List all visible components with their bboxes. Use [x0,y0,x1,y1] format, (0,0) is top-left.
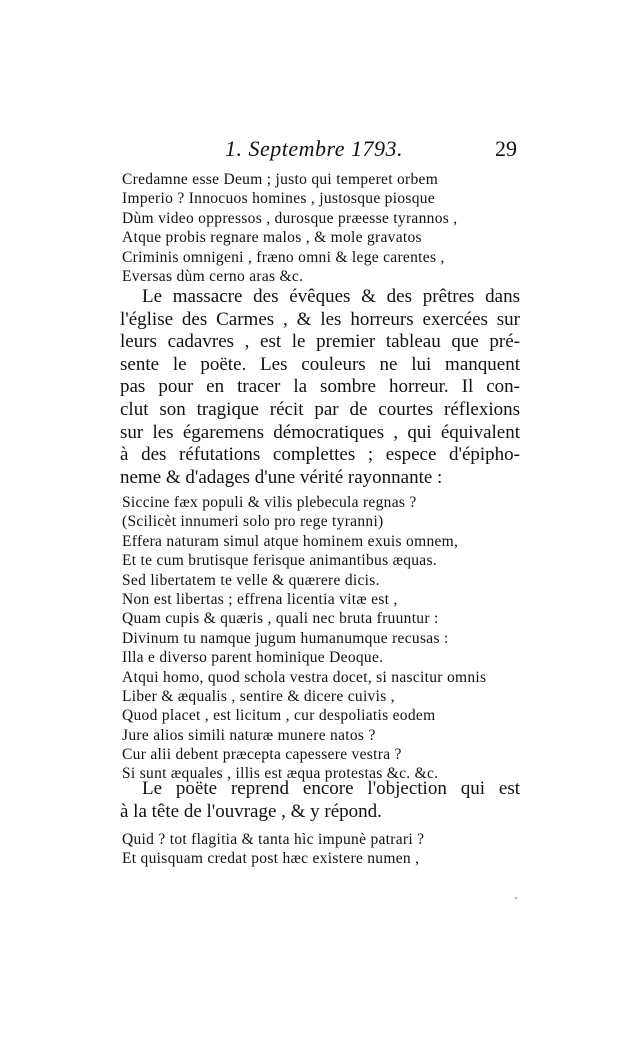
verse-line: Sed libertatem te velle & quærere dicis. [122,571,380,589]
verse-line: Non est libertas ; effrena licentia vitæ est , [122,590,398,608]
verse-line: Liber & æqualis , sentire & dicere cuivis , [122,687,395,705]
verse-line: Siccine fæx populi & vilis plebecula regnas ? [122,494,417,511]
verse-line: Quam cupis & quæris , quali nec bruta fruuntur : [122,610,439,628]
paragraph-line: pas pour en tracer la sombre horreur. Il con- [120,376,520,398]
paragraph-line: clut son tragique récit par de courtes réflexions [120,398,520,420]
latin-verse-block-2 [122,493,486,784]
verse-line: Si sunt æquales , illis est æqua protestas &c. &c. [122,765,439,783]
verse-line: Jure alios simili naturæ munere natos ? [122,726,376,744]
verse-line: Quid ? tot flagitia & tanta hìc impunè patrari ? [122,831,425,848]
paragraph-line: leurs cadavres , est le premier tableau que pré- [120,331,520,353]
paragraph-line: Le poëte reprend encore l'objection qui est [142,778,520,799]
running-head [225,136,525,166]
latin-verse-block-3 [122,830,424,869]
verse-line: Credamne esse Deum ; justo qui temperet orbem [122,171,439,188]
verse-line: Atque probis regnare malos , & mole gravatos [122,229,422,247]
running-title: 1. Septembre 1793. [225,136,404,161]
french-paragraph-1 [120,286,520,489]
paragraph-line: à des réfutations complettes ; espece d'épipho- [120,444,520,466]
stray-print-mark: ' [515,895,517,907]
verse-line: (Scilicèt innumeri solo pro rege tyranni) [122,513,384,531]
verse-line: Et quisquam credat post hæc existere numen , [122,850,420,868]
verse-line: Illa e diverso parent hominique Deoque. [122,649,384,667]
verse-line: Cur alii debent præcepta capessere vestra ? [122,746,402,764]
paragraph-line: l'église des Carmes , & les horreurs exercées sur [120,308,520,330]
paragraph-line: sur les égaremens démocratiques , qui équivalent [120,421,520,443]
verse-line: Atqui homo, quod schola vestra docet, si nascitur omnis [122,668,487,686]
verse-line: Quod placet , est licitum , cur despoliatis eodem [122,707,436,725]
paragraph-line: neme & d'adages d'une vérité rayonnante : [120,466,443,488]
verse-line: Divinum tu namque jugum humanumque recusas : [122,629,449,647]
verse-line: Et te cum brutisque ferisque animantibus æquas. [122,552,437,570]
paragraph-line: sente le poëte. Les couleurs ne lui manquent [120,353,520,375]
page-number: 29 [495,136,517,161]
verse-line: Criminis omnigeni , fræno omni & lege carentes , [122,248,445,266]
paragraph-line: Le massacre des évêques & des prêtres dans [142,286,520,307]
verse-line: Dùm video oppressos , durosque præesse tyrannos , [122,209,458,227]
verse-line: Effera naturam simul atque hominem exuis omnem, [122,532,459,550]
verse-line: Imperio ? Innocuos homines , justosque piosque [122,190,435,208]
french-paragraph-2 [120,778,520,823]
paragraph-line: à la tête de l'ouvrage , & y répond. [120,800,382,822]
latin-verse-block-1 [122,170,457,286]
verse-line: Eversas dùm cerno aras &c. [122,267,304,285]
